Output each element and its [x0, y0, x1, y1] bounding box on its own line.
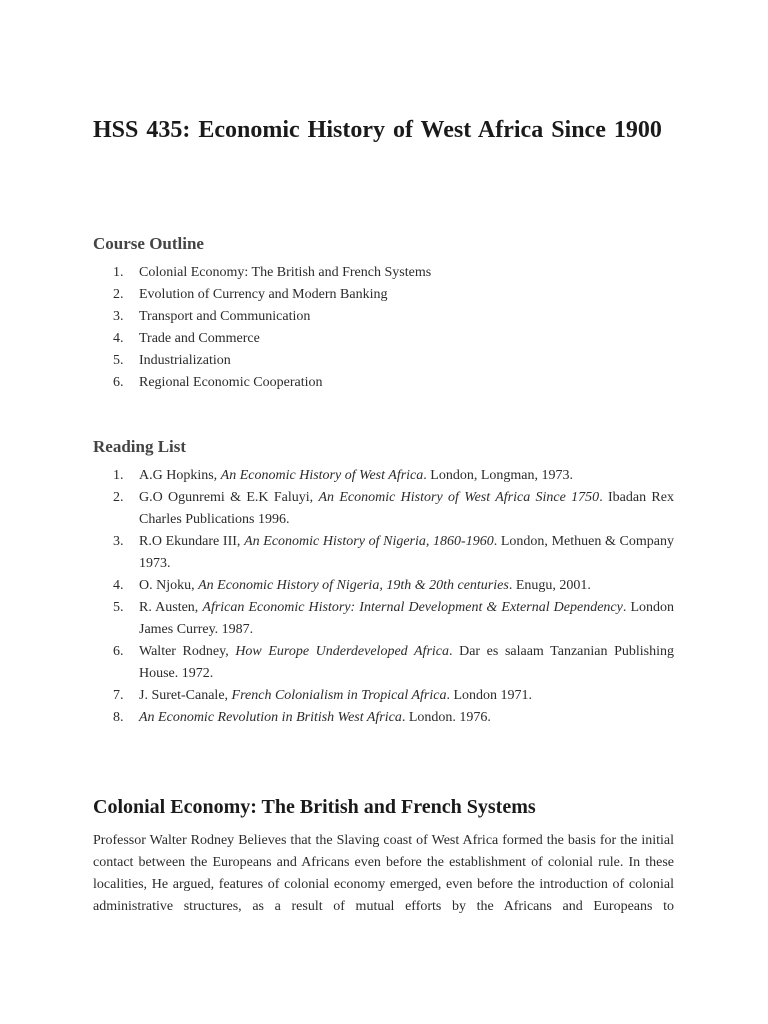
list-number: 6. [113, 644, 124, 659]
list-number: 4. [113, 331, 124, 346]
list-item [93, 284, 674, 306]
reference-item [93, 465, 674, 487]
list-number: 7. [113, 688, 124, 703]
list-number: 2. [113, 490, 124, 505]
reference-title: An Economic History of West Africa Since 1750 [318, 490, 600, 505]
list-number: 1. [113, 468, 124, 483]
reference-item [93, 575, 674, 597]
list-number: 5. [113, 600, 124, 615]
reference-publication: . London, Longman, 1973. [423, 468, 573, 483]
reference-item [93, 597, 674, 641]
reference-author: R. Austen, [139, 600, 203, 615]
reference-author: O. Njoku, [139, 578, 199, 593]
reference-publication: . Dar es salaam Tanzanian Publishing House. 1972. [139, 644, 674, 681]
reference-item [93, 641, 674, 685]
document-title: HSS 435: Economic History of West Africa Since 1900 [93, 117, 662, 143]
list-number: 6. [113, 375, 124, 390]
reference-title: An Economic Revolution in British West Africa [139, 710, 402, 725]
reference-publication: . London 1971. [446, 688, 533, 703]
reference-title: An Economic History of Nigeria, 19th & 20th centuries [198, 578, 509, 593]
list-number: 1. [113, 265, 124, 280]
list-item-text: Transport and Communication [139, 309, 311, 324]
reference-publication: . London James Currey. 1987. [139, 600, 674, 637]
section-heading: Colonial Economy: The British and French Systems [93, 796, 536, 818]
reference-publication: . Enugu, 2001. [508, 578, 591, 593]
list-item [93, 372, 674, 394]
list-number: 3. [113, 534, 124, 549]
list-item-text: Evolution of Currency and Modern Banking [139, 287, 388, 302]
list-item [93, 262, 674, 284]
reference-author: Walter Rodney, [139, 644, 236, 659]
list-item-text: Regional Economic Cooperation [139, 375, 323, 390]
reference-publication: . London. 1976. [401, 710, 491, 725]
reference-title: African Economic History: Internal Development & External Dependency [202, 600, 623, 615]
course-outline-heading: Course Outline [93, 234, 204, 253]
list-item [93, 350, 674, 372]
reference-title: How Europe Underdeveloped Africa [235, 644, 449, 659]
course-outline-list [93, 262, 674, 394]
list-item-text: Industrialization [139, 353, 231, 368]
reference-title: An Economic History of West Africa [220, 468, 424, 483]
list-item-text: Trade and Commerce [139, 331, 260, 346]
reference-title: French Colonialism in Tropical Africa [231, 688, 447, 703]
list-number: 2. [113, 287, 124, 302]
reference-item [93, 685, 674, 707]
list-item [93, 328, 674, 350]
reference-item [93, 531, 674, 575]
list-number: 3. [113, 309, 124, 324]
reading-list-heading: Reading List [93, 437, 187, 456]
list-number: 5. [113, 353, 124, 368]
reference-publication: . London, Methuen & Company 1973. [139, 534, 674, 571]
reference-title: An Economic History of Nigeria, 1860-1960 [244, 534, 494, 549]
reference-author: J. Suret-Canale, [139, 688, 232, 703]
list-item-text: Colonial Economy: The British and French Systems [139, 265, 432, 280]
list-item [93, 306, 674, 328]
reference-author: R.O Ekundare III, [139, 534, 245, 549]
reading-list [93, 465, 674, 729]
reference-item [93, 707, 674, 729]
list-number: 8. [113, 710, 124, 725]
reference-publication: . Ibadan Rex Charles Publications 1996. [139, 490, 674, 527]
reference-author: A.G Hopkins, [139, 468, 221, 483]
reference-author: G.O Ogunremi & E.K Faluyi, [139, 490, 319, 505]
body-paragraph: Professor Walter Rodney Believes that the Slaving coast of West Africa formed the basis for the initial contact between the Europeans and Africans even before the establishment of colonial rule. In these localities, He argued, features of colonial economy emerged, even before the introduction of colonial administrative structures, as a result of mutual efforts by the Africans and Europeans to [93, 833, 674, 914]
reference-item [93, 487, 674, 531]
list-number: 4. [113, 578, 124, 593]
